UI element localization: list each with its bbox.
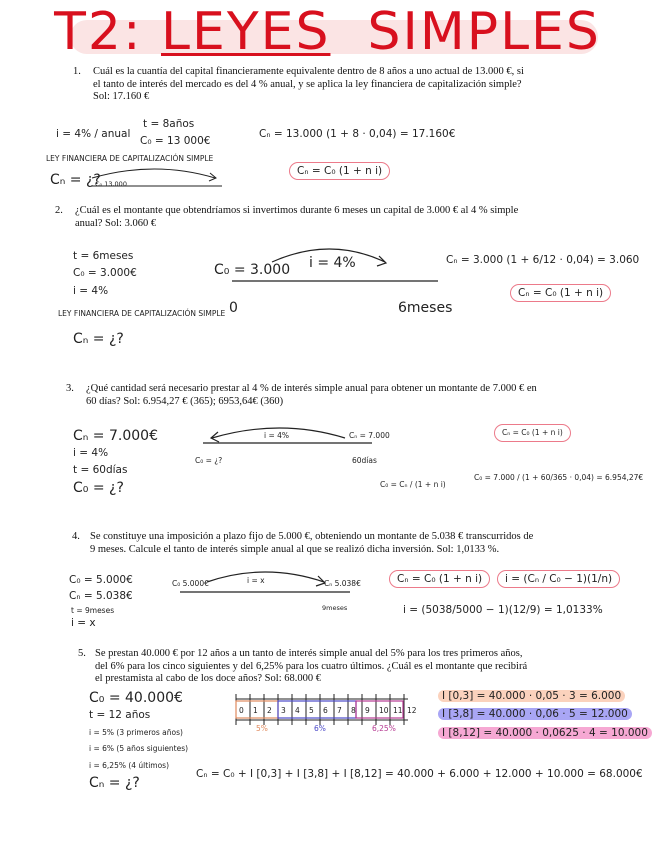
question-3-number: 3.: [66, 383, 74, 394]
n5-tick-label-5: 5: [309, 706, 314, 715]
n4-unknown: i = x: [71, 617, 96, 629]
n5-interest-2: I [3,8] = 40.000 · 0,06 · 5 = 12.000: [438, 708, 632, 720]
n1-time: t = 8años: [143, 118, 195, 130]
n2-interest: i = 4%: [73, 285, 109, 297]
n5-tick-label-9: 9: [365, 706, 370, 715]
question-5-number: 5.: [78, 648, 86, 659]
n5-unknown: Cₙ = ¿?: [89, 775, 140, 791]
n1-law: LEY FINANCIERA DE CAPITALIZACIÓN SIMPLE: [46, 154, 214, 163]
n3-time: t = 60días: [73, 464, 128, 476]
n1-unknown: Cₙ = ¿?: [50, 172, 101, 188]
title-prefix: T2: [54, 2, 123, 62]
question-2-number: 2.: [55, 205, 63, 216]
n4-time: t = 9meses: [71, 606, 115, 615]
n5-tick-label-2: 2: [267, 706, 272, 715]
n2-unknown: Cₙ = ¿?: [73, 331, 124, 347]
n3-calc-formula: C₀ = Cₙ / (1 + n i): [380, 480, 446, 489]
question-2-text: ¿Cuál es el montante que obtendríamos si invertimos durante 6 meses un capital de 3.000 € al 4 % simple anual? Sol: 3.060 €: [75, 205, 519, 229]
title-word-leyes: LEYES: [161, 2, 331, 62]
n3-tl-i: i = 4%: [264, 431, 290, 440]
n5-interest-1: I [0,3] = 40.000 · 0,05 · 3 = 6.000: [438, 690, 625, 702]
question-4-number: 4.: [72, 531, 80, 542]
n5-rate-2: i = 6% (5 años siguientes): [89, 744, 189, 753]
n5-seg1-label: 5%: [256, 724, 268, 733]
n2-tl-c0: C₀ = 3.000: [214, 262, 291, 278]
n3-interest: i = 4%: [73, 447, 109, 459]
n5-tick-label-4: 4: [295, 706, 300, 715]
n2-calculation: Cₙ = 3.000 (1 + 6/12 · 0,04) = 3.060: [446, 254, 640, 266]
n1-formula-box: Cₙ = C₀ (1 + n i): [289, 162, 390, 180]
n5-tick-label-7: 7: [337, 706, 342, 715]
n4-capital: C₀ = 5.000€: [69, 574, 133, 586]
n1-calculation: Cₙ = 13.000 (1 + 8 · 0,04) = 17.160€: [259, 128, 456, 140]
n4-tl-end: 9meses: [322, 604, 348, 612]
n5-tick-label-6: 6: [323, 706, 328, 715]
n5-rate-1: i = 5% (3 primeros años): [89, 728, 183, 737]
n3-montante: Cₙ = 7.000€: [73, 428, 158, 444]
question-4-text: Se constituye una imposición a plazo fijo de 5.000 €, obteniendo un montante de 5.038 € transcurridos de 9 meses. Calcule el tanto de interés simple anual al que se realizó dicha inversión. Sol: 1,0133 %.: [90, 531, 534, 555]
question-1-number: 1.: [73, 66, 81, 77]
n4-derived-box: i = (Cₙ / C₀ − 1)(1/n): [497, 570, 620, 588]
n4-tl-c0: C₀ 5.000€: [172, 579, 209, 588]
question-1-text: Cuál es la cuantía del capital financieramente equivalente dentro de 8 años a uno actual de 13.000 €, si el tanto de interés del mercado es del 4 % anual, y se aplica la ley financiera de capitalización simple? Sol: 17.160 €: [93, 66, 524, 102]
n1-capital: C₀ = 13 000€: [140, 135, 211, 147]
n3-tl-cn: Cₙ = 7.000: [349, 431, 390, 440]
n5-interest-3: I [8,12] = 40.000 · 0,0625 · 4 = 10.000: [438, 727, 652, 739]
title-separator: :: [122, 2, 143, 62]
n4-montante: Cₙ = 5.038€: [69, 590, 133, 602]
n1-c0-small: C₀ 13.000: [95, 180, 127, 188]
n5-seg2-label: 6%: [314, 724, 326, 733]
n3-formula-box: Cₙ = C₀ (1 + n i): [494, 424, 571, 442]
n4-calculation: i = (5038/5000 − 1)(12/9) = 1,0133%: [403, 604, 603, 616]
n4-formula-box: Cₙ = C₀ (1 + n i): [389, 570, 490, 588]
n3-tl-end: 60días: [352, 456, 377, 465]
question-3-text: ¿Qué cantidad será necesario prestar al 4 % de interés simple anual para obtener un montante de 7.000 € en 60 días? Sol: 6.954,27 € (365); 6953,64€ (360): [86, 383, 537, 407]
n2-tl-end: 6meses: [398, 300, 453, 316]
n5-final: Cₙ = C₀ + I [0,3] + I [3,8] + I [8,12] = 40.000 + 6.000 + 12.000 + 10.000 = 68.000€: [196, 768, 643, 780]
n5-time: t = 12 años: [89, 709, 151, 721]
n2-tl-i: i = 4%: [309, 255, 356, 271]
n3-unknown: C₀ = ¿?: [73, 480, 124, 496]
title-word-simples: SIMPLES: [367, 2, 601, 62]
n5-tick-label-0: 0: [239, 706, 244, 715]
n1-interest: i = 4% / anual: [56, 128, 131, 140]
n2-law: LEY FINANCIERA DE CAPITALIZACIÓN SIMPLE: [58, 309, 226, 318]
n2-formula-box: Cₙ = C₀ (1 + n i): [510, 284, 611, 302]
question-5-text: Se prestan 40.000 € por 12 años a un tanto de interés simple anual del 5% para los tres primeros años, del 6% para los cinco siguientes y del 6,25% para los cuatro últimos. ¿Cuál es el montante que recibirá el prestamista al cabo de los doce años? Sol: 68.000 €: [95, 648, 528, 684]
n5-tick-label-1: 1: [253, 706, 258, 715]
n5-seg3-label: 6,25%: [372, 724, 396, 733]
n4-tl-i: i = x: [247, 576, 265, 585]
n3-calc-result: C₀ = 7.000 / (1 + 60/365 · 0,04) = 6.954,27€: [474, 473, 644, 482]
n2-time: t = 6meses: [73, 250, 134, 262]
n2-tl-start: 0: [229, 300, 238, 316]
n5-tick-label-11: 11: [393, 706, 403, 715]
n5-tick-label-8: 8: [351, 706, 356, 715]
n5-tick-label-10: 10: [379, 706, 389, 715]
n3-tl-c0: C₀ = ¿?: [195, 456, 223, 465]
n5-rate-3: i = 6,25% (4 últimos): [89, 761, 170, 770]
n4-tl-cn: Cₙ 5.038€: [324, 579, 361, 588]
n5-capital: C₀ = 40.000€: [89, 690, 183, 706]
n5-tick-label-12: 12: [407, 706, 417, 715]
n5-tick-label-3: 3: [281, 706, 286, 715]
n2-capital: C₀ = 3.000€: [73, 267, 137, 279]
